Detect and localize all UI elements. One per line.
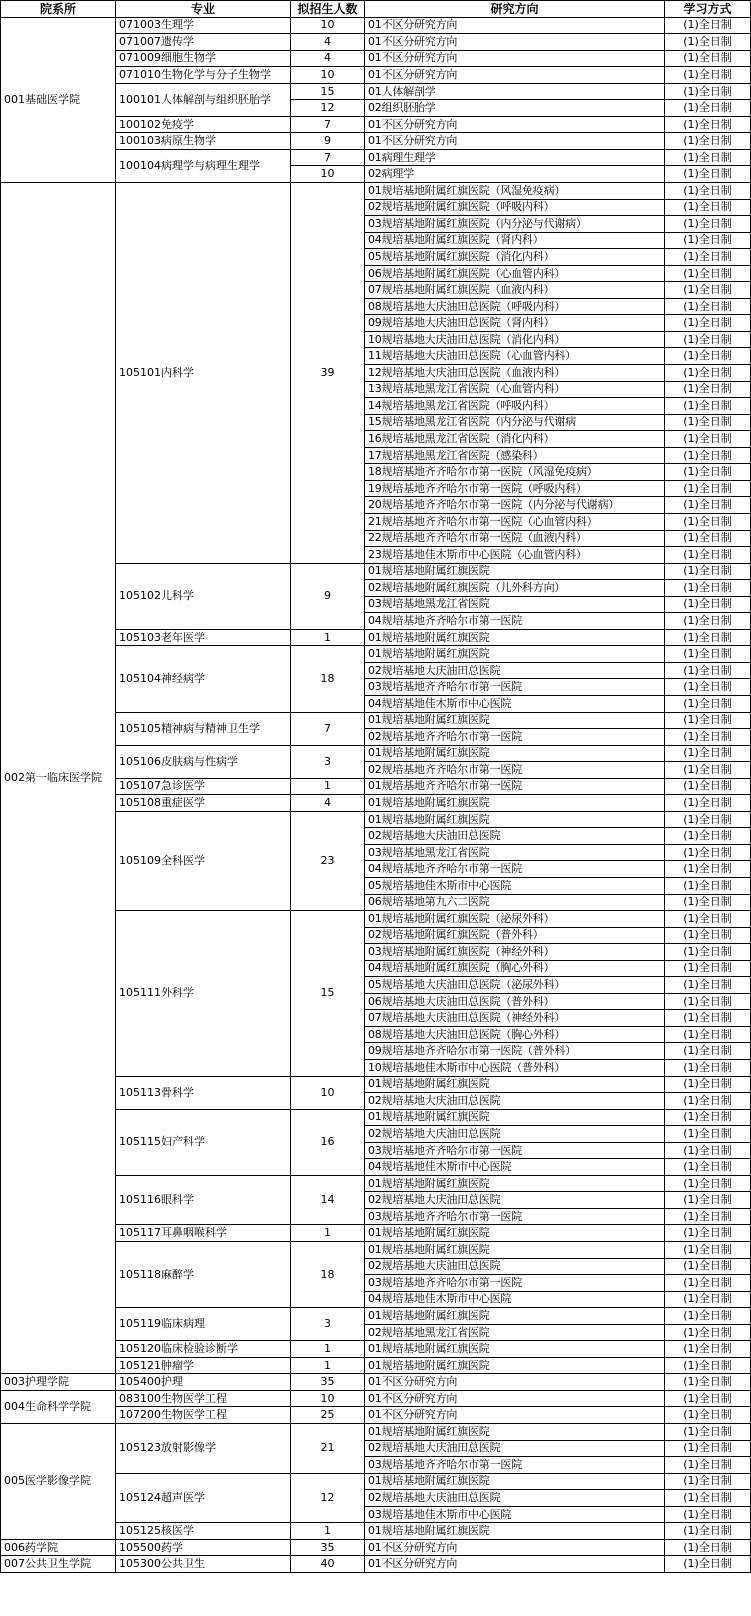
research-direction-cell: 04规培基地佳木斯市中心医院 <box>365 1159 665 1176</box>
research-direction-cell: 01规培基地附属红旗医院 <box>365 745 665 762</box>
research-direction-cell: 02规培基地齐齐哈尔市第一医院 <box>365 729 665 746</box>
study-mode-cell: (1)全日制 <box>665 67 751 84</box>
header-major: 专业 <box>116 1 291 18</box>
research-direction-cell: 13规培基地黑龙江省医院（心血管内科） <box>365 381 665 398</box>
study-mode-cell: (1)全日制 <box>665 265 751 282</box>
enrollment-cell: 7 <box>291 712 365 745</box>
major-cell: 105400护理 <box>116 1374 291 1391</box>
enrollment-cell: 1 <box>291 1357 365 1374</box>
header-enrollment: 拟招生人数 <box>291 1 365 18</box>
study-mode-cell: (1)全日制 <box>665 530 751 547</box>
major-cell: 105118麻醉学 <box>116 1242 291 1308</box>
study-mode-cell: (1)全日制 <box>665 1043 751 1060</box>
study-mode-cell: (1)全日制 <box>665 993 751 1010</box>
major-cell: 105106皮肤病与性病学 <box>116 745 291 778</box>
major-cell: 105115妇产科学 <box>116 1109 291 1175</box>
study-mode-cell: (1)全日制 <box>665 199 751 216</box>
major-cell: 105123放射影像学 <box>116 1424 291 1474</box>
enrollment-cell: 18 <box>291 646 365 712</box>
table-body <box>1 17 751 1572</box>
study-mode-cell: (1)全日制 <box>665 249 751 266</box>
research-direction-cell: 06规培基地附属红旗医院（心血管内科） <box>365 265 665 282</box>
research-direction-cell: 04规培基地佳木斯市中心医院 <box>365 1291 665 1308</box>
research-direction-cell: 01不区分研究方向 <box>365 67 665 84</box>
study-mode-cell: (1)全日制 <box>665 149 751 166</box>
study-mode-cell: (1)全日制 <box>665 1324 751 1341</box>
study-mode-cell: (1)全日制 <box>665 1076 751 1093</box>
research-direction-cell: 02规培基地附属红旗医院（儿外科方向） <box>365 580 665 597</box>
research-direction-cell: 05规培基地附属红旗医院（消化内科） <box>365 249 665 266</box>
department-cell: 001基础医学院 <box>1 17 116 182</box>
research-direction-cell: 01规培基地附属红旗医院 <box>365 1109 665 1126</box>
research-direction-cell: 02规培基地大庆油田总医院 <box>365 1490 665 1507</box>
department-cell: 004生命科学学院 <box>1 1390 116 1423</box>
enrollment-cell: 10 <box>291 1390 365 1407</box>
research-direction-cell: 01规培基地附属红旗医院 <box>365 1523 665 1540</box>
study-mode-cell: (1)全日制 <box>665 1242 751 1259</box>
study-mode-cell: (1)全日制 <box>665 447 751 464</box>
study-mode-cell: (1)全日制 <box>665 1407 751 1424</box>
enrollment-cell: 15 <box>291 911 365 1076</box>
department-cell: 002第一临床医学院 <box>1 183 116 1374</box>
study-mode-cell: (1)全日制 <box>665 795 751 812</box>
enrollment-cell: 9 <box>291 563 365 629</box>
major-cell: 105107急诊医学 <box>116 778 291 795</box>
research-direction-cell: 03规培基地齐齐哈尔市第一医院 <box>365 1208 665 1225</box>
enrollment-cell: 10 <box>291 67 365 84</box>
study-mode-cell: (1)全日制 <box>665 1374 751 1391</box>
major-cell: 105117耳鼻咽喉科学 <box>116 1225 291 1242</box>
study-mode-cell: (1)全日制 <box>665 646 751 663</box>
study-mode-cell: (1)全日制 <box>665 431 751 448</box>
study-mode-cell: (1)全日制 <box>665 398 751 415</box>
enrollment-cell: 1 <box>291 1341 365 1358</box>
study-mode-cell: (1)全日制 <box>665 17 751 34</box>
study-mode-cell: (1)全日制 <box>665 414 751 431</box>
major-cell: 105105精神病与精神卫生学 <box>116 712 291 745</box>
study-mode-cell: (1)全日制 <box>665 911 751 928</box>
study-mode-cell: (1)全日制 <box>665 1208 751 1225</box>
research-direction-cell: 01规培基地附属红旗医院 <box>365 1175 665 1192</box>
table-row <box>1 1374 751 1391</box>
research-direction-cell: 03规培基地齐齐哈尔市第一医院 <box>365 679 665 696</box>
enrollment-cell: 35 <box>291 1374 365 1391</box>
research-direction-cell: 06规培基地大庆油田总医院（普外科） <box>365 993 665 1010</box>
major-cell: 105120临床检验诊断学 <box>116 1341 291 1358</box>
enrollment-cell: 18 <box>291 1242 365 1308</box>
research-direction-cell: 03规培基地佳木斯市中心医院 <box>365 1506 665 1523</box>
enrollment-cell: 7 <box>291 116 365 133</box>
study-mode-cell: (1)全日制 <box>665 844 751 861</box>
major-cell: 105102儿科学 <box>116 563 291 629</box>
research-direction-cell: 08规培基地大庆油田总医院（呼吸内科） <box>365 298 665 315</box>
research-direction-cell: 01规培基地附属红旗医院 <box>365 1473 665 1490</box>
research-direction-cell: 07规培基地大庆油田总医院（神经外科） <box>365 1010 665 1027</box>
major-cell: 100101人体解剖与组织胚胎学 <box>116 83 291 116</box>
study-mode-cell: (1)全日制 <box>665 100 751 117</box>
study-mode-cell: (1)全日制 <box>665 1126 751 1143</box>
research-direction-cell: 01规培基地附属红旗医院 <box>365 646 665 663</box>
major-cell: 105104神经病学 <box>116 646 291 712</box>
study-mode-cell: (1)全日制 <box>665 1175 751 1192</box>
research-direction-cell: 01不区分研究方向 <box>365 133 665 150</box>
study-mode-cell: (1)全日制 <box>665 662 751 679</box>
department-cell: 005医学影像学院 <box>1 1424 116 1540</box>
research-direction-cell: 19规培基地齐齐哈尔市第一医院（呼吸内科） <box>365 480 665 497</box>
enrollment-cell: 40 <box>291 1556 365 1573</box>
major-cell: 100102免疫学 <box>116 116 291 133</box>
research-direction-cell: 01不区分研究方向 <box>365 1539 665 1556</box>
study-mode-cell: (1)全日制 <box>665 1440 751 1457</box>
enrollment-cell: 4 <box>291 795 365 812</box>
enrollment-cell: 7 <box>291 149 365 166</box>
research-direction-cell: 03规培基地黑龙江省医院 <box>365 596 665 613</box>
study-mode-cell: (1)全日制 <box>665 613 751 630</box>
study-mode-cell: (1)全日制 <box>665 216 751 233</box>
study-mode-cell: (1)全日制 <box>665 513 751 530</box>
study-mode-cell: (1)全日制 <box>665 1159 751 1176</box>
research-direction-cell: 01不区分研究方向 <box>365 1556 665 1573</box>
research-direction-cell: 01不区分研究方向 <box>365 116 665 133</box>
research-direction-cell: 05规培基地佳木斯市中心医院 <box>365 877 665 894</box>
research-direction-cell: 01规培基地附属红旗医院 <box>365 795 665 812</box>
study-mode-cell: (1)全日制 <box>665 381 751 398</box>
study-mode-cell: (1)全日制 <box>665 133 751 150</box>
study-mode-cell: (1)全日制 <box>665 1026 751 1043</box>
study-mode-cell: (1)全日制 <box>665 1457 751 1474</box>
enrollment-cell: 4 <box>291 34 365 51</box>
major-cell: 105500药学 <box>116 1539 291 1556</box>
study-mode-cell: (1)全日制 <box>665 778 751 795</box>
table-row <box>1 183 751 200</box>
table-row <box>1 17 751 34</box>
study-mode-cell: (1)全日制 <box>665 331 751 348</box>
research-direction-cell: 01不区分研究方向 <box>365 50 665 67</box>
major-cell: 107200生物医学工程 <box>116 1407 291 1424</box>
major-cell: 105119临床病理 <box>116 1308 291 1341</box>
research-direction-cell: 03规培基地附属红旗医院（神经外科） <box>365 944 665 961</box>
major-cell: 071003生理学 <box>116 17 291 34</box>
major-cell: 071010生物化学与分子生物学 <box>116 67 291 84</box>
research-direction-cell: 01不区分研究方向 <box>365 17 665 34</box>
research-direction-cell: 02规培基地大庆油田总医院 <box>365 1126 665 1143</box>
research-direction-cell: 09规培基地齐齐哈尔市第一医院（普外科） <box>365 1043 665 1060</box>
research-direction-cell: 01规培基地齐齐哈尔市第一医院 <box>365 778 665 795</box>
study-mode-cell: (1)全日制 <box>665 1291 751 1308</box>
research-direction-cell: 02规培基地黑龙江省医院 <box>365 1324 665 1341</box>
research-direction-cell: 02规培基地大庆油田总医院 <box>365 662 665 679</box>
study-mode-cell: (1)全日制 <box>665 497 751 514</box>
table-row <box>1 1424 751 1441</box>
research-direction-cell: 02规培基地附属红旗医院（普外科） <box>365 927 665 944</box>
enrollment-cell: 12 <box>291 100 365 117</box>
major-cell: 071007遗传学 <box>116 34 291 51</box>
study-mode-cell: (1)全日制 <box>665 1010 751 1027</box>
study-mode-cell: (1)全日制 <box>665 83 751 100</box>
study-mode-cell: (1)全日制 <box>665 1275 751 1292</box>
enrollment-cell: 25 <box>291 1407 365 1424</box>
study-mode-cell: (1)全日制 <box>665 1225 751 1242</box>
major-cell: 105103老年医学 <box>116 629 291 646</box>
research-direction-cell: 02规培基地大庆油田总医院 <box>365 1440 665 1457</box>
enrollment-cell: 10 <box>291 166 365 183</box>
research-direction-cell: 11规培基地大庆油田总医院（心血管内科） <box>365 348 665 365</box>
study-mode-cell: (1)全日制 <box>665 1357 751 1374</box>
research-direction-cell: 01人体解剖学 <box>365 83 665 100</box>
table-row <box>1 1539 751 1556</box>
major-cell: 105124超声医学 <box>116 1473 291 1523</box>
research-direction-cell: 10规培基地大庆油田总医院（消化内科） <box>365 331 665 348</box>
enrollment-cell: 23 <box>291 811 365 910</box>
major-cell: 105109全科医学 <box>116 811 291 910</box>
major-cell: 105121肿瘤学 <box>116 1357 291 1374</box>
table-row <box>1 1390 751 1407</box>
research-direction-cell: 17规培基地黑龙江省医院（感染科） <box>365 447 665 464</box>
study-mode-cell: (1)全日制 <box>665 50 751 67</box>
study-mode-cell: (1)全日制 <box>665 1109 751 1126</box>
research-direction-cell: 22规培基地齐齐哈尔市第一医院（血液内科） <box>365 530 665 547</box>
study-mode-cell: (1)全日制 <box>665 365 751 382</box>
research-direction-cell: 04规培基地齐齐哈尔市第一医院 <box>365 613 665 630</box>
research-direction-cell: 01不区分研究方向 <box>365 1390 665 1407</box>
enrollment-cell: 35 <box>291 1539 365 1556</box>
study-mode-cell: (1)全日制 <box>665 1506 751 1523</box>
study-mode-cell: (1)全日制 <box>665 960 751 977</box>
header-row <box>1 1 751 18</box>
study-mode-cell: (1)全日制 <box>665 480 751 497</box>
research-direction-cell: 10规培基地佳木斯市中心医院（普外科） <box>365 1060 665 1077</box>
research-direction-cell: 14规培基地黑龙江省医院（呼吸内科） <box>365 398 665 415</box>
study-mode-cell: (1)全日制 <box>665 1308 751 1325</box>
study-mode-cell: (1)全日制 <box>665 596 751 613</box>
study-mode-cell: (1)全日制 <box>665 166 751 183</box>
research-direction-cell: 23规培基地佳木斯市中心医院（心血管内科） <box>365 547 665 564</box>
research-direction-cell: 01规培基地附属红旗医院 <box>365 629 665 646</box>
research-direction-cell: 07规培基地附属红旗医院（血液内科） <box>365 282 665 299</box>
research-direction-cell: 02规培基地齐齐哈尔市第一医院 <box>365 762 665 779</box>
research-direction-cell: 01规培基地附属红旗医院 <box>365 1308 665 1325</box>
study-mode-cell: (1)全日制 <box>665 944 751 961</box>
study-mode-cell: (1)全日制 <box>665 729 751 746</box>
study-mode-cell: (1)全日制 <box>665 315 751 332</box>
research-direction-cell: 02规培基地大庆油田总医院 <box>365 1093 665 1110</box>
enrollment-cell: 1 <box>291 1225 365 1242</box>
study-mode-cell: (1)全日制 <box>665 1142 751 1159</box>
study-mode-cell: (1)全日制 <box>665 547 751 564</box>
research-direction-cell: 04规培基地佳木斯市中心医院 <box>365 695 665 712</box>
study-mode-cell: (1)全日制 <box>665 1390 751 1407</box>
research-direction-cell: 03规培基地齐齐哈尔市第一医院 <box>365 1142 665 1159</box>
major-cell: 105125核医学 <box>116 1523 291 1540</box>
research-direction-cell: 01规培基地附属红旗医院 <box>365 811 665 828</box>
study-mode-cell: (1)全日制 <box>665 1060 751 1077</box>
research-direction-cell: 01规培基地附属红旗医院 <box>365 712 665 729</box>
study-mode-cell: (1)全日制 <box>665 116 751 133</box>
study-mode-cell: (1)全日制 <box>665 1192 751 1209</box>
research-direction-cell: 03规培基地齐齐哈尔市第一医院 <box>365 1275 665 1292</box>
department-cell: 003护理学院 <box>1 1374 116 1391</box>
header-department: 院系所 <box>1 1 116 18</box>
study-mode-cell: (1)全日制 <box>665 762 751 779</box>
major-cell: 083100生物医学工程 <box>116 1390 291 1407</box>
study-mode-cell: (1)全日制 <box>665 1523 751 1540</box>
study-mode-cell: (1)全日制 <box>665 1093 751 1110</box>
research-direction-cell: 02规培基地附属红旗医院（呼吸内科） <box>365 199 665 216</box>
study-mode-cell: (1)全日制 <box>665 695 751 712</box>
major-cell: 105108重症医学 <box>116 795 291 812</box>
research-direction-cell: 01规培基地附属红旗医院 <box>365 1076 665 1093</box>
major-cell: 105113骨科学 <box>116 1076 291 1109</box>
research-direction-cell: 01规培基地附属红旗医院（泌尿外科） <box>365 911 665 928</box>
study-mode-cell: (1)全日制 <box>665 183 751 200</box>
study-mode-cell: (1)全日制 <box>665 745 751 762</box>
study-mode-cell: (1)全日制 <box>665 1258 751 1275</box>
research-direction-cell: 01病理生理学 <box>365 149 665 166</box>
enrollment-cell: 10 <box>291 17 365 34</box>
study-mode-cell: (1)全日制 <box>665 1473 751 1490</box>
header-study-mode: 学习方式 <box>665 1 751 18</box>
table-row <box>1 1556 751 1573</box>
research-direction-cell: 01规培基地附属红旗医院 <box>365 563 665 580</box>
major-cell: 071009细胞生物学 <box>116 50 291 67</box>
research-direction-cell: 01不区分研究方向 <box>365 34 665 51</box>
enrollment-cell: 15 <box>291 83 365 100</box>
study-mode-cell: (1)全日制 <box>665 894 751 911</box>
research-direction-cell: 04规培基地附属红旗医院（肾内科） <box>365 232 665 249</box>
research-direction-cell: 02规培基地大庆油田总医院 <box>365 828 665 845</box>
research-direction-cell: 03规培基地附属红旗医院（内分泌与代谢病） <box>365 216 665 233</box>
research-direction-cell: 04规培基地齐齐哈尔市第一医院 <box>365 861 665 878</box>
study-mode-cell: (1)全日制 <box>665 629 751 646</box>
research-direction-cell: 02规培基地大庆油田总医院 <box>365 1192 665 1209</box>
research-direction-cell: 20规培基地齐齐哈尔市第一医院（内分泌与代谢病） <box>365 497 665 514</box>
research-direction-cell: 21规培基地齐齐哈尔市第一医院（心血管内科） <box>365 513 665 530</box>
research-direction-cell: 01不区分研究方向 <box>365 1374 665 1391</box>
research-direction-cell: 01不区分研究方向 <box>365 1407 665 1424</box>
research-direction-cell: 06规培基地第九六二医院 <box>365 894 665 911</box>
study-mode-cell: (1)全日制 <box>665 580 751 597</box>
enrollment-cell: 10 <box>291 1076 365 1109</box>
enrollment-cell: 16 <box>291 1109 365 1175</box>
research-direction-cell: 16规培基地黑龙江省医院（消化内科） <box>365 431 665 448</box>
header-research-direction: 研究方向 <box>365 1 665 18</box>
research-direction-cell: 01规培基地附属红旗医院（风湿免疫病） <box>365 183 665 200</box>
enrollment-cell: 39 <box>291 183 365 564</box>
study-mode-cell: (1)全日制 <box>665 927 751 944</box>
research-direction-cell: 09规培基地大庆油田总医院（肾内科） <box>365 315 665 332</box>
study-mode-cell: (1)全日制 <box>665 348 751 365</box>
major-cell: 105300公共卫生 <box>116 1556 291 1573</box>
research-direction-cell: 15规培基地黑龙江省医院（内分泌与代谢病 <box>365 414 665 431</box>
enrollment-cell: 1 <box>291 1523 365 1540</box>
study-mode-cell: (1)全日制 <box>665 1490 751 1507</box>
enrollment-cell: 14 <box>291 1175 365 1225</box>
study-mode-cell: (1)全日制 <box>665 811 751 828</box>
study-mode-cell: (1)全日制 <box>665 1556 751 1573</box>
enrollment-cell: 21 <box>291 1424 365 1474</box>
study-mode-cell: (1)全日制 <box>665 1341 751 1358</box>
research-direction-cell: 12规培基地大庆油田总医院（血液内科） <box>365 365 665 382</box>
study-mode-cell: (1)全日制 <box>665 1424 751 1441</box>
study-mode-cell: (1)全日制 <box>665 877 751 894</box>
enrollment-cell: 3 <box>291 1308 365 1341</box>
study-mode-cell: (1)全日制 <box>665 563 751 580</box>
research-direction-cell: 03规培基地黑龙江省医院 <box>365 844 665 861</box>
research-direction-cell: 04规培基地附属红旗医院（胸心外科） <box>365 960 665 977</box>
study-mode-cell: (1)全日制 <box>665 1539 751 1556</box>
enrollment-cell: 3 <box>291 745 365 778</box>
research-direction-cell: 01规培基地附属红旗医院 <box>365 1357 665 1374</box>
research-direction-cell: 01规培基地附属红旗医院 <box>365 1225 665 1242</box>
enrollment-cell: 12 <box>291 1473 365 1523</box>
study-mode-cell: (1)全日制 <box>665 282 751 299</box>
research-direction-cell: 03规培基地齐齐哈尔市第一医院 <box>365 1457 665 1474</box>
research-direction-cell: 02规培基地大庆油田总医院 <box>365 1258 665 1275</box>
study-mode-cell: (1)全日制 <box>665 861 751 878</box>
major-cell: 105111外科学 <box>116 911 291 1076</box>
research-direction-cell: 05规培基地大庆油田总医院（泌尿外科） <box>365 977 665 994</box>
study-mode-cell: (1)全日制 <box>665 232 751 249</box>
research-direction-cell: 01规培基地附属红旗医院 <box>365 1242 665 1259</box>
research-direction-cell: 01规培基地附属红旗医院 <box>365 1341 665 1358</box>
study-mode-cell: (1)全日制 <box>665 34 751 51</box>
major-cell: 105116眼科学 <box>116 1175 291 1225</box>
research-direction-cell: 02组织胚胎学 <box>365 100 665 117</box>
major-cell: 100103病原生物学 <box>116 133 291 150</box>
research-direction-cell: 18规培基地齐齐哈尔市第一医院（风湿免疫病） <box>365 464 665 481</box>
enrollment-cell: 4 <box>291 50 365 67</box>
department-cell: 006药学院 <box>1 1539 116 1556</box>
department-cell: 007公共卫生学院 <box>1 1556 116 1573</box>
research-direction-cell: 02病理学 <box>365 166 665 183</box>
study-mode-cell: (1)全日制 <box>665 712 751 729</box>
enrollment-cell: 1 <box>291 778 365 795</box>
study-mode-cell: (1)全日制 <box>665 977 751 994</box>
study-mode-cell: (1)全日制 <box>665 298 751 315</box>
enrollment-cell: 1 <box>291 629 365 646</box>
study-mode-cell: (1)全日制 <box>665 679 751 696</box>
research-direction-cell: 08规培基地大庆油田总医院（胸心外科） <box>365 1026 665 1043</box>
research-direction-cell: 01规培基地附属红旗医院 <box>365 1424 665 1441</box>
study-mode-cell: (1)全日制 <box>665 464 751 481</box>
major-cell: 100104病理学与病理生理学 <box>116 149 291 182</box>
enrollment-cell: 9 <box>291 133 365 150</box>
study-mode-cell: (1)全日制 <box>665 828 751 845</box>
major-cell: 105101内科学 <box>116 183 291 564</box>
